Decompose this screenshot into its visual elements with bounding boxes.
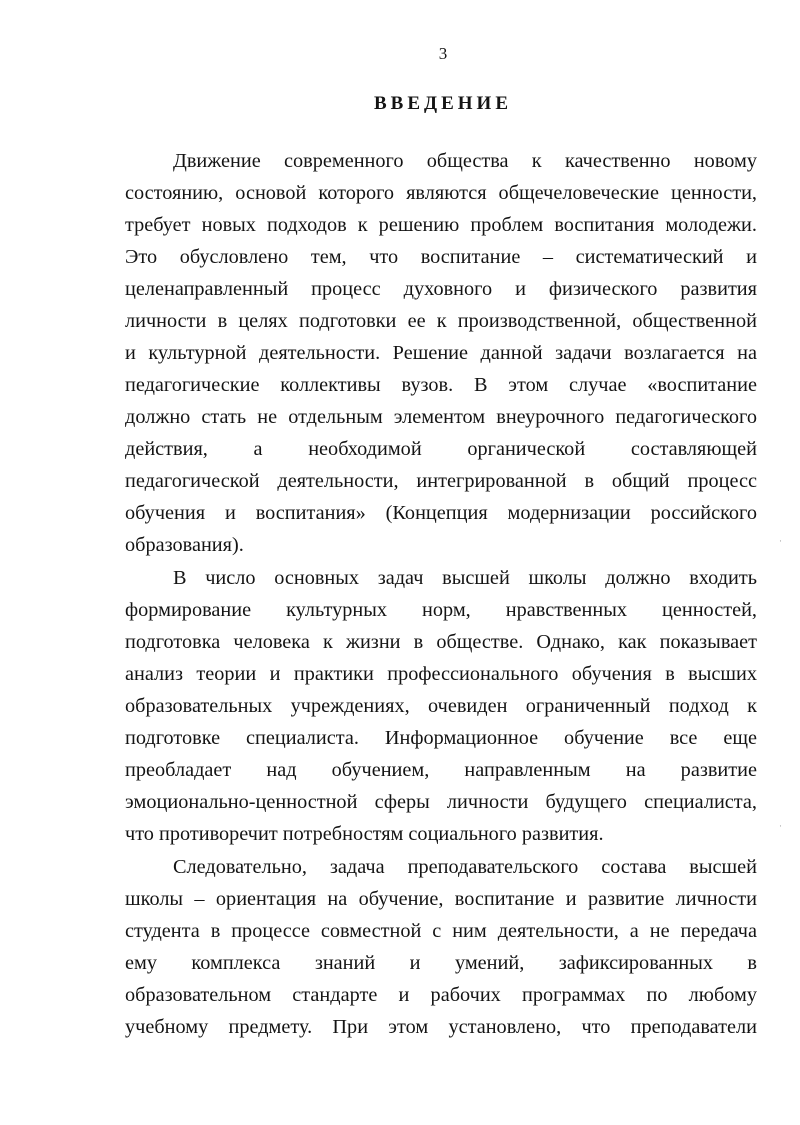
paragraph-3-line-6: учебному предмету. При этом установлено, что преподаватели: [125, 1016, 757, 1038]
paragraph-3-line-4: ему комплекса знаний и умений, зафиксированных в: [125, 952, 757, 974]
paragraph-1-line-7: и культурной деятельности. Решение данной задачи возлагается на: [125, 342, 757, 364]
paragraph-2-line-7: преобладает над обучением, направленным на развитие: [125, 759, 757, 781]
paragraph-2-line-2: формирование культурных норм, нравственных ценностей,: [125, 599, 757, 621]
paragraph-2-line-4: анализ теории и практики профессионального обучения в высших: [125, 663, 757, 685]
paragraph-1-line-3: требует новых подходов к решению проблем воспитания молодежи.: [125, 214, 757, 236]
paragraph-2-line-6: подготовке специалиста. Информационное обучение все еще: [125, 727, 757, 749]
paragraph-2-line-5: образовательных учреждениях, очевиден ограниченный подход к: [125, 695, 757, 717]
paragraph-3-line-2: школы – ориентация на обучение, воспитание и развитие личности: [125, 888, 757, 910]
paragraph-3-line-3: студента в процессе совместной с ним деятельности, а не передача: [125, 920, 757, 942]
paragraph-2-line-9: что противоречит потребностям социального развития.: [125, 823, 604, 845]
paragraph-3-line-1: Следовательно, задача преподавательского состава высшей: [173, 856, 757, 878]
section-heading: ВВЕДЕНИЕ: [374, 93, 512, 114]
paragraph-2-line-3: подготовка человека к жизни в обществе. Однако, как показывает: [125, 631, 757, 653]
paragraph-1-line-1: Движение современного общества к качественно новому: [173, 150, 757, 172]
paragraph-1-line-8: педагогические коллективы вузов. В этом случае «воспитание: [125, 374, 757, 396]
paragraph-1-line-5: целенаправленный процесс духовного и физического развития: [125, 278, 757, 300]
page-number: 3: [438, 44, 448, 63]
paragraph-3-line-5: образовательном стандарте и рабочих программах по любому: [125, 984, 757, 1006]
paragraph-2-line-1: В число основных задач высшей школы должно входить: [173, 567, 757, 589]
scan-speck: ·: [779, 821, 782, 831]
paragraph-1-line-13: образования).: [125, 534, 244, 556]
paragraph-1-line-12: обучения и воспитания» (Концепция модернизации российского: [125, 502, 757, 524]
paragraph-2-line-8: эмоционально-ценностной сферы личности будущего специалиста,: [125, 791, 757, 813]
paragraph-1-line-6: личности в целях подготовки ее к производственной, общественной: [125, 310, 757, 332]
paragraph-1-line-10: действия, а необходимой органической составляющей: [125, 438, 757, 460]
paragraph-1-line-11: педагогической деятельности, интегрированной в общий процесс: [125, 470, 757, 492]
scan-speck: ·: [779, 536, 782, 546]
paragraph-1-line-9: должно стать не отдельным элементом внеурочного педагогического: [125, 406, 757, 428]
paragraph-1-line-4: Это обусловлено тем, что воспитание – систематический и: [125, 246, 757, 268]
paragraph-1-line-2: состоянию, основой которого являются общечеловеческие ценности,: [125, 182, 757, 204]
